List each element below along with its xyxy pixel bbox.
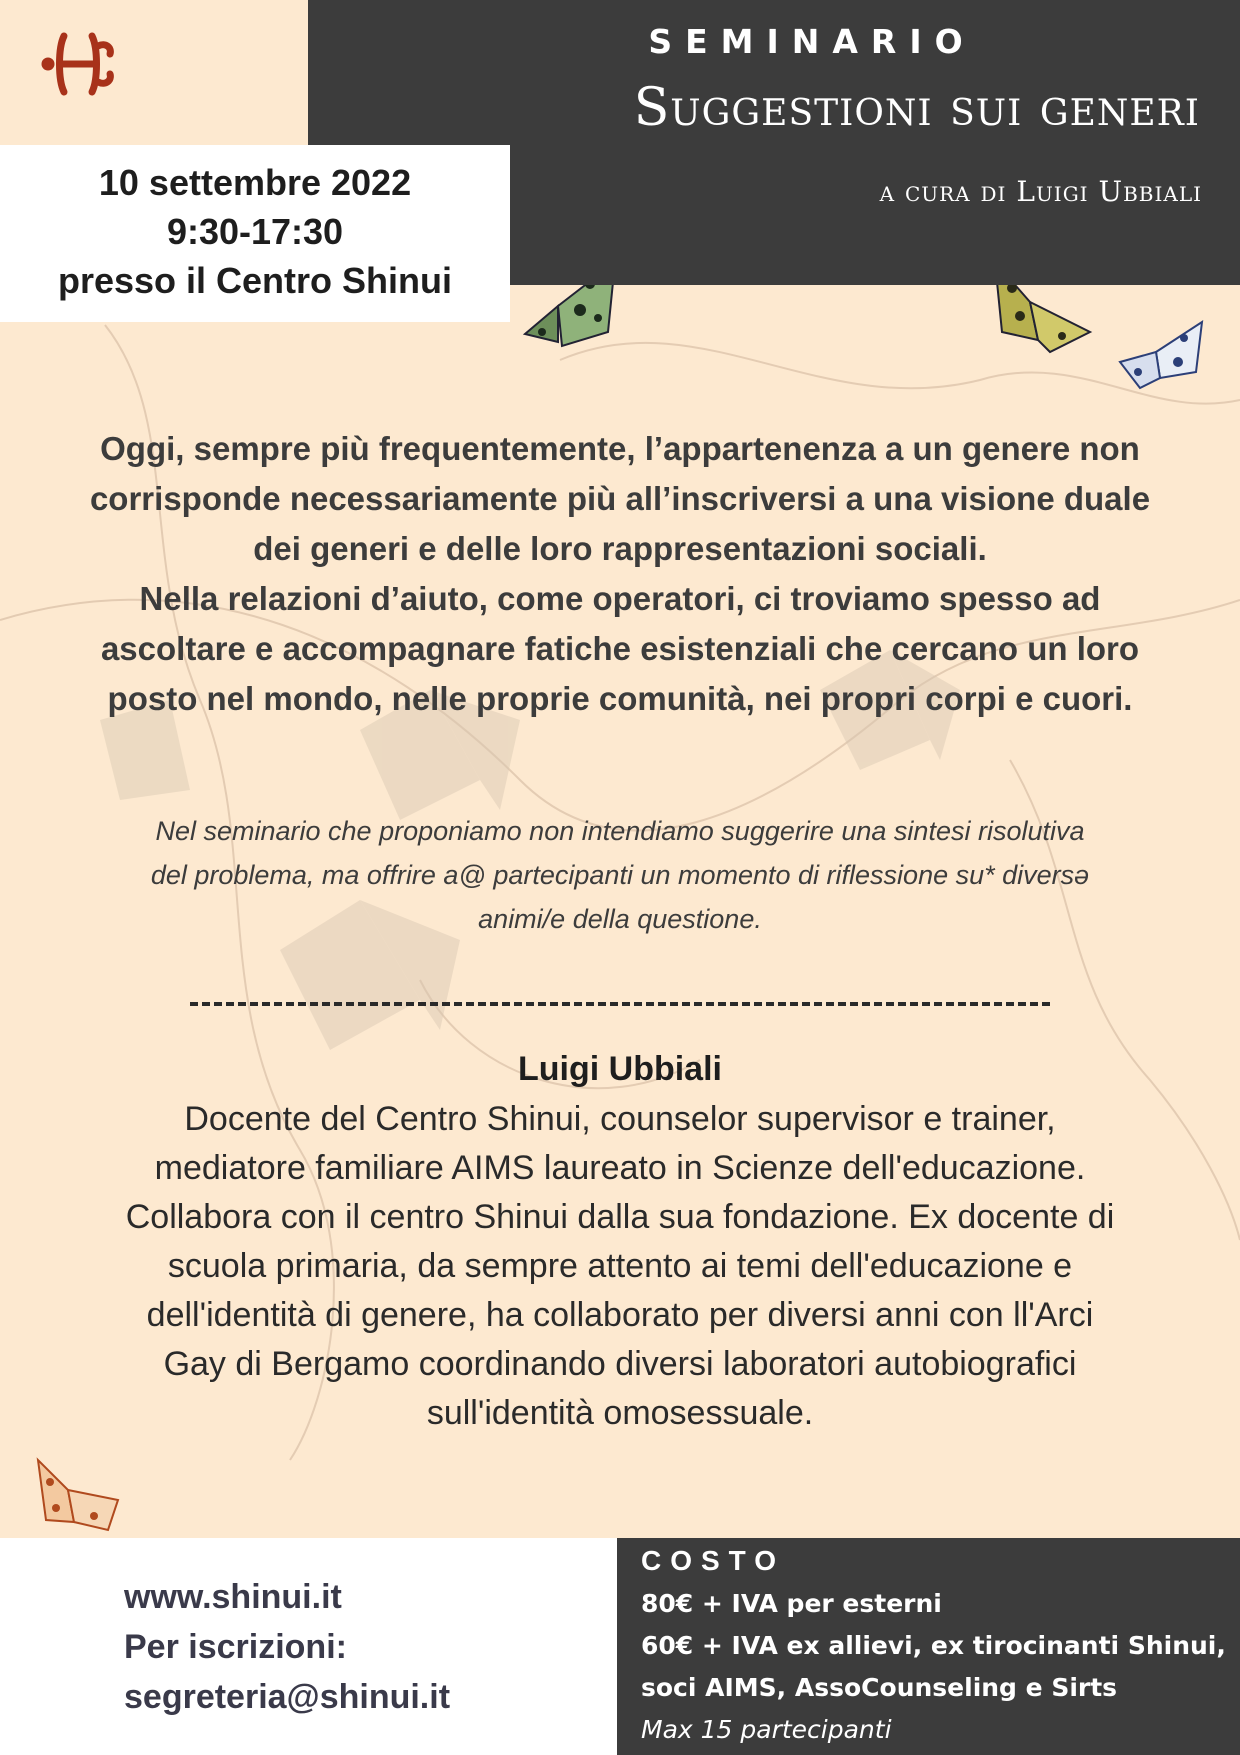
max-participants: Max 15 partecipanti — [641, 1715, 892, 1744]
bio-line: sull'identità omosessuale. — [426, 1394, 814, 1432]
intro-line: corrisponde necessariamente più all’inscriversi a una visione duale — [89, 480, 1151, 517]
speaker-name: Luigi Ubbiali — [518, 1050, 722, 1088]
butterfly-blue-icon — [1120, 322, 1202, 388]
bio-line: Docente del Centro Shinui, counselor supervisor e trainer, — [184, 1100, 1056, 1138]
intro-line: dei generi e delle loro rappresentazioni sociali. — [253, 530, 987, 567]
section-divider — [190, 1002, 1050, 1006]
intro-line: Nella relazioni d’aiuto, come operatori, ci troviamo spesso ad — [139, 580, 1101, 617]
intro-line: ascoltare e accompagnare fatiche esistenziali che cercano un loro — [100, 630, 1140, 667]
seminar-label: SEMINARIO — [648, 22, 976, 61]
intro-line: Oggi, sempre più frequentemente, l’appartenenza a un genere non — [100, 430, 1140, 467]
bio-line: mediatore familiare AIMS laureato in Scienze dell'educazione. — [154, 1149, 1086, 1187]
cost-line: soci AIMS, AssoCounseling e Sirts — [641, 1673, 1118, 1702]
curator-line: a cura di Luigi Ubbiali — [879, 175, 1202, 208]
bio-line: Gay di Bergamo coordinando diversi laboratori autobiografici — [163, 1345, 1077, 1383]
bio-line: Collabora con il centro Shinui dalla sua fondazione. Ex docente di — [125, 1198, 1115, 1236]
bio-line: dell'identità di genere, ha collaborato per diversi anni con ll'Arci — [146, 1296, 1094, 1334]
bio-line: scuola primaria, da sempre attento ai temi dell'educazione e — [167, 1247, 1073, 1285]
cost-line: 60€ + IVA ex allievi, ex tirocinanti Shinui, — [641, 1631, 1226, 1660]
cost-title: COSTO — [641, 1545, 786, 1576]
description-line: del problema, ma offrire a@ partecipanti un momento di riflessione su* diversə — [150, 860, 1090, 890]
event-location: presso il Centro Shinui — [57, 260, 453, 301]
website-link[interactable]: www.shinui.it — [124, 1578, 342, 1616]
shinui-logo-icon — [45, 36, 110, 92]
event-info-box — [0, 145, 510, 322]
event-time: 9:30-17:30 — [166, 211, 344, 252]
intro-line: posto nel mondo, nelle proprie comunità, nei propri corpi e cuori. — [107, 680, 1133, 717]
page-title: Suggestioni sui generi — [633, 78, 1200, 138]
description-line: animi/e della questione. — [478, 904, 762, 934]
event-date: 10 settembre 2022 — [98, 162, 412, 203]
registration-label: Per iscrizioni: — [124, 1628, 347, 1666]
email-link[interactable]: segreteria@shinui.it — [124, 1678, 451, 1716]
butterfly-orange-icon — [38, 1460, 118, 1530]
cost-line: 80€ + IVA per esterni — [641, 1589, 942, 1618]
description-line: Nel seminario che proponiamo non intendiamo suggerire una sintesi risolutiva — [155, 816, 1085, 846]
